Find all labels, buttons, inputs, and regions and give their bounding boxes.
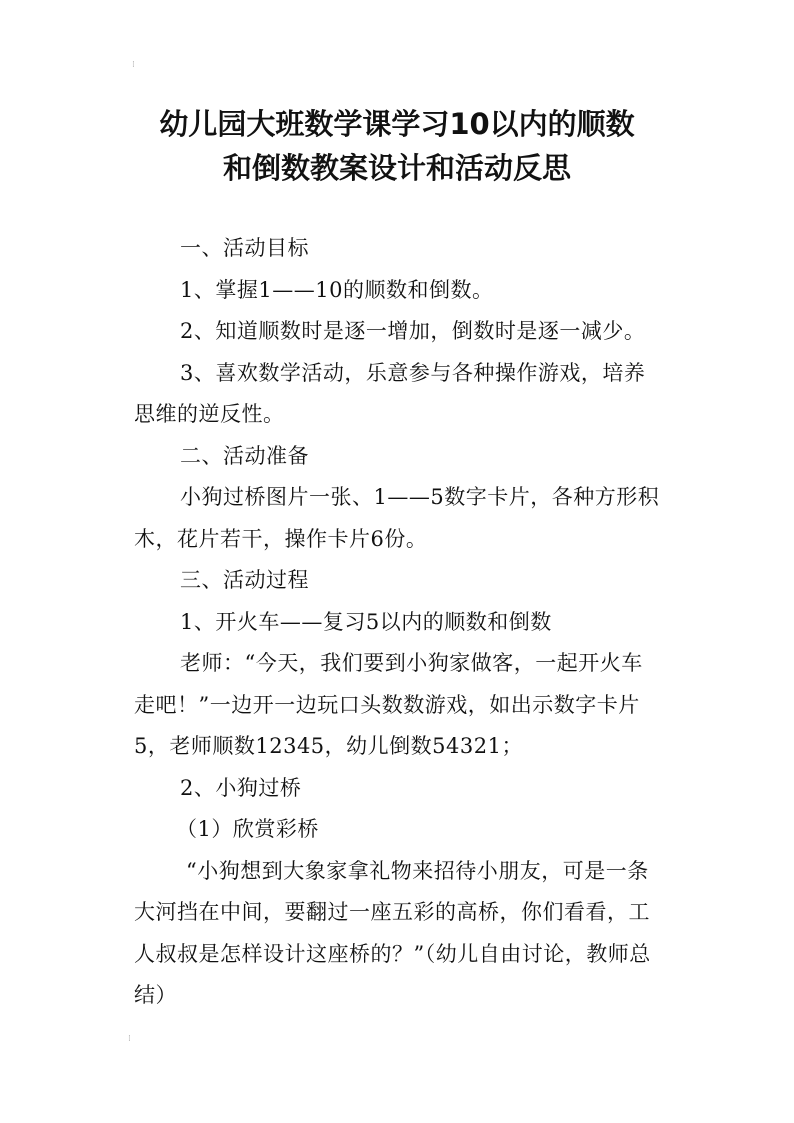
paragraph: 老师：“今天，我们要到小狗家做客，一起开火车走吧！”一边开一边玩口头数数游戏，如出示数字卡片5，老师顺数12345，幼儿倒数54321；: [134, 651, 643, 758]
paragraph: “小狗想到大象家拿礼物来招待小朋友，可是一条大河挡在中间，要翻过一座五彩的高桥，你们看看，工人叔叔是怎样设计这座桥的？”（幼儿自由讨论，教师总结）: [134, 858, 651, 1007]
document-body: [134, 228, 664, 1017]
paragraph: 1、掌握1——10的顺数和倒数。: [180, 277, 494, 302]
corner-mark-top: ⁞: [132, 60, 135, 70]
paragraph: 2、小狗过桥: [180, 775, 302, 800]
paragraph: 3、喜欢数学活动，乐意参与各种操作游戏，培养思维的逆反性。: [134, 360, 646, 426]
paragraph: （1）欣赏彩桥: [176, 817, 319, 841]
paragraph: 2、知道顺数时是逐一增加，倒数时是逐一减少。: [180, 319, 646, 343]
paragraph: 1、开火车——复习5以内的顺数和倒数: [180, 609, 552, 634]
section-heading-preparation: 二、活动准备: [180, 443, 309, 468]
document-title-line-2: 和倒数教案设计和活动反思: [222, 151, 571, 185]
document-title-line-1: 幼儿园大班数学课学习10以内的顺数: [159, 107, 635, 141]
corner-mark-bottom: ⁞: [128, 1034, 131, 1044]
section-heading-process: 三、活动过程: [180, 568, 309, 592]
paragraph: 小狗过桥图片一张、1——5数字卡片，各种方形积木，花片若干，操作卡片6份。: [134, 485, 660, 551]
section-heading-goals: 一、活动目标: [180, 236, 309, 260]
